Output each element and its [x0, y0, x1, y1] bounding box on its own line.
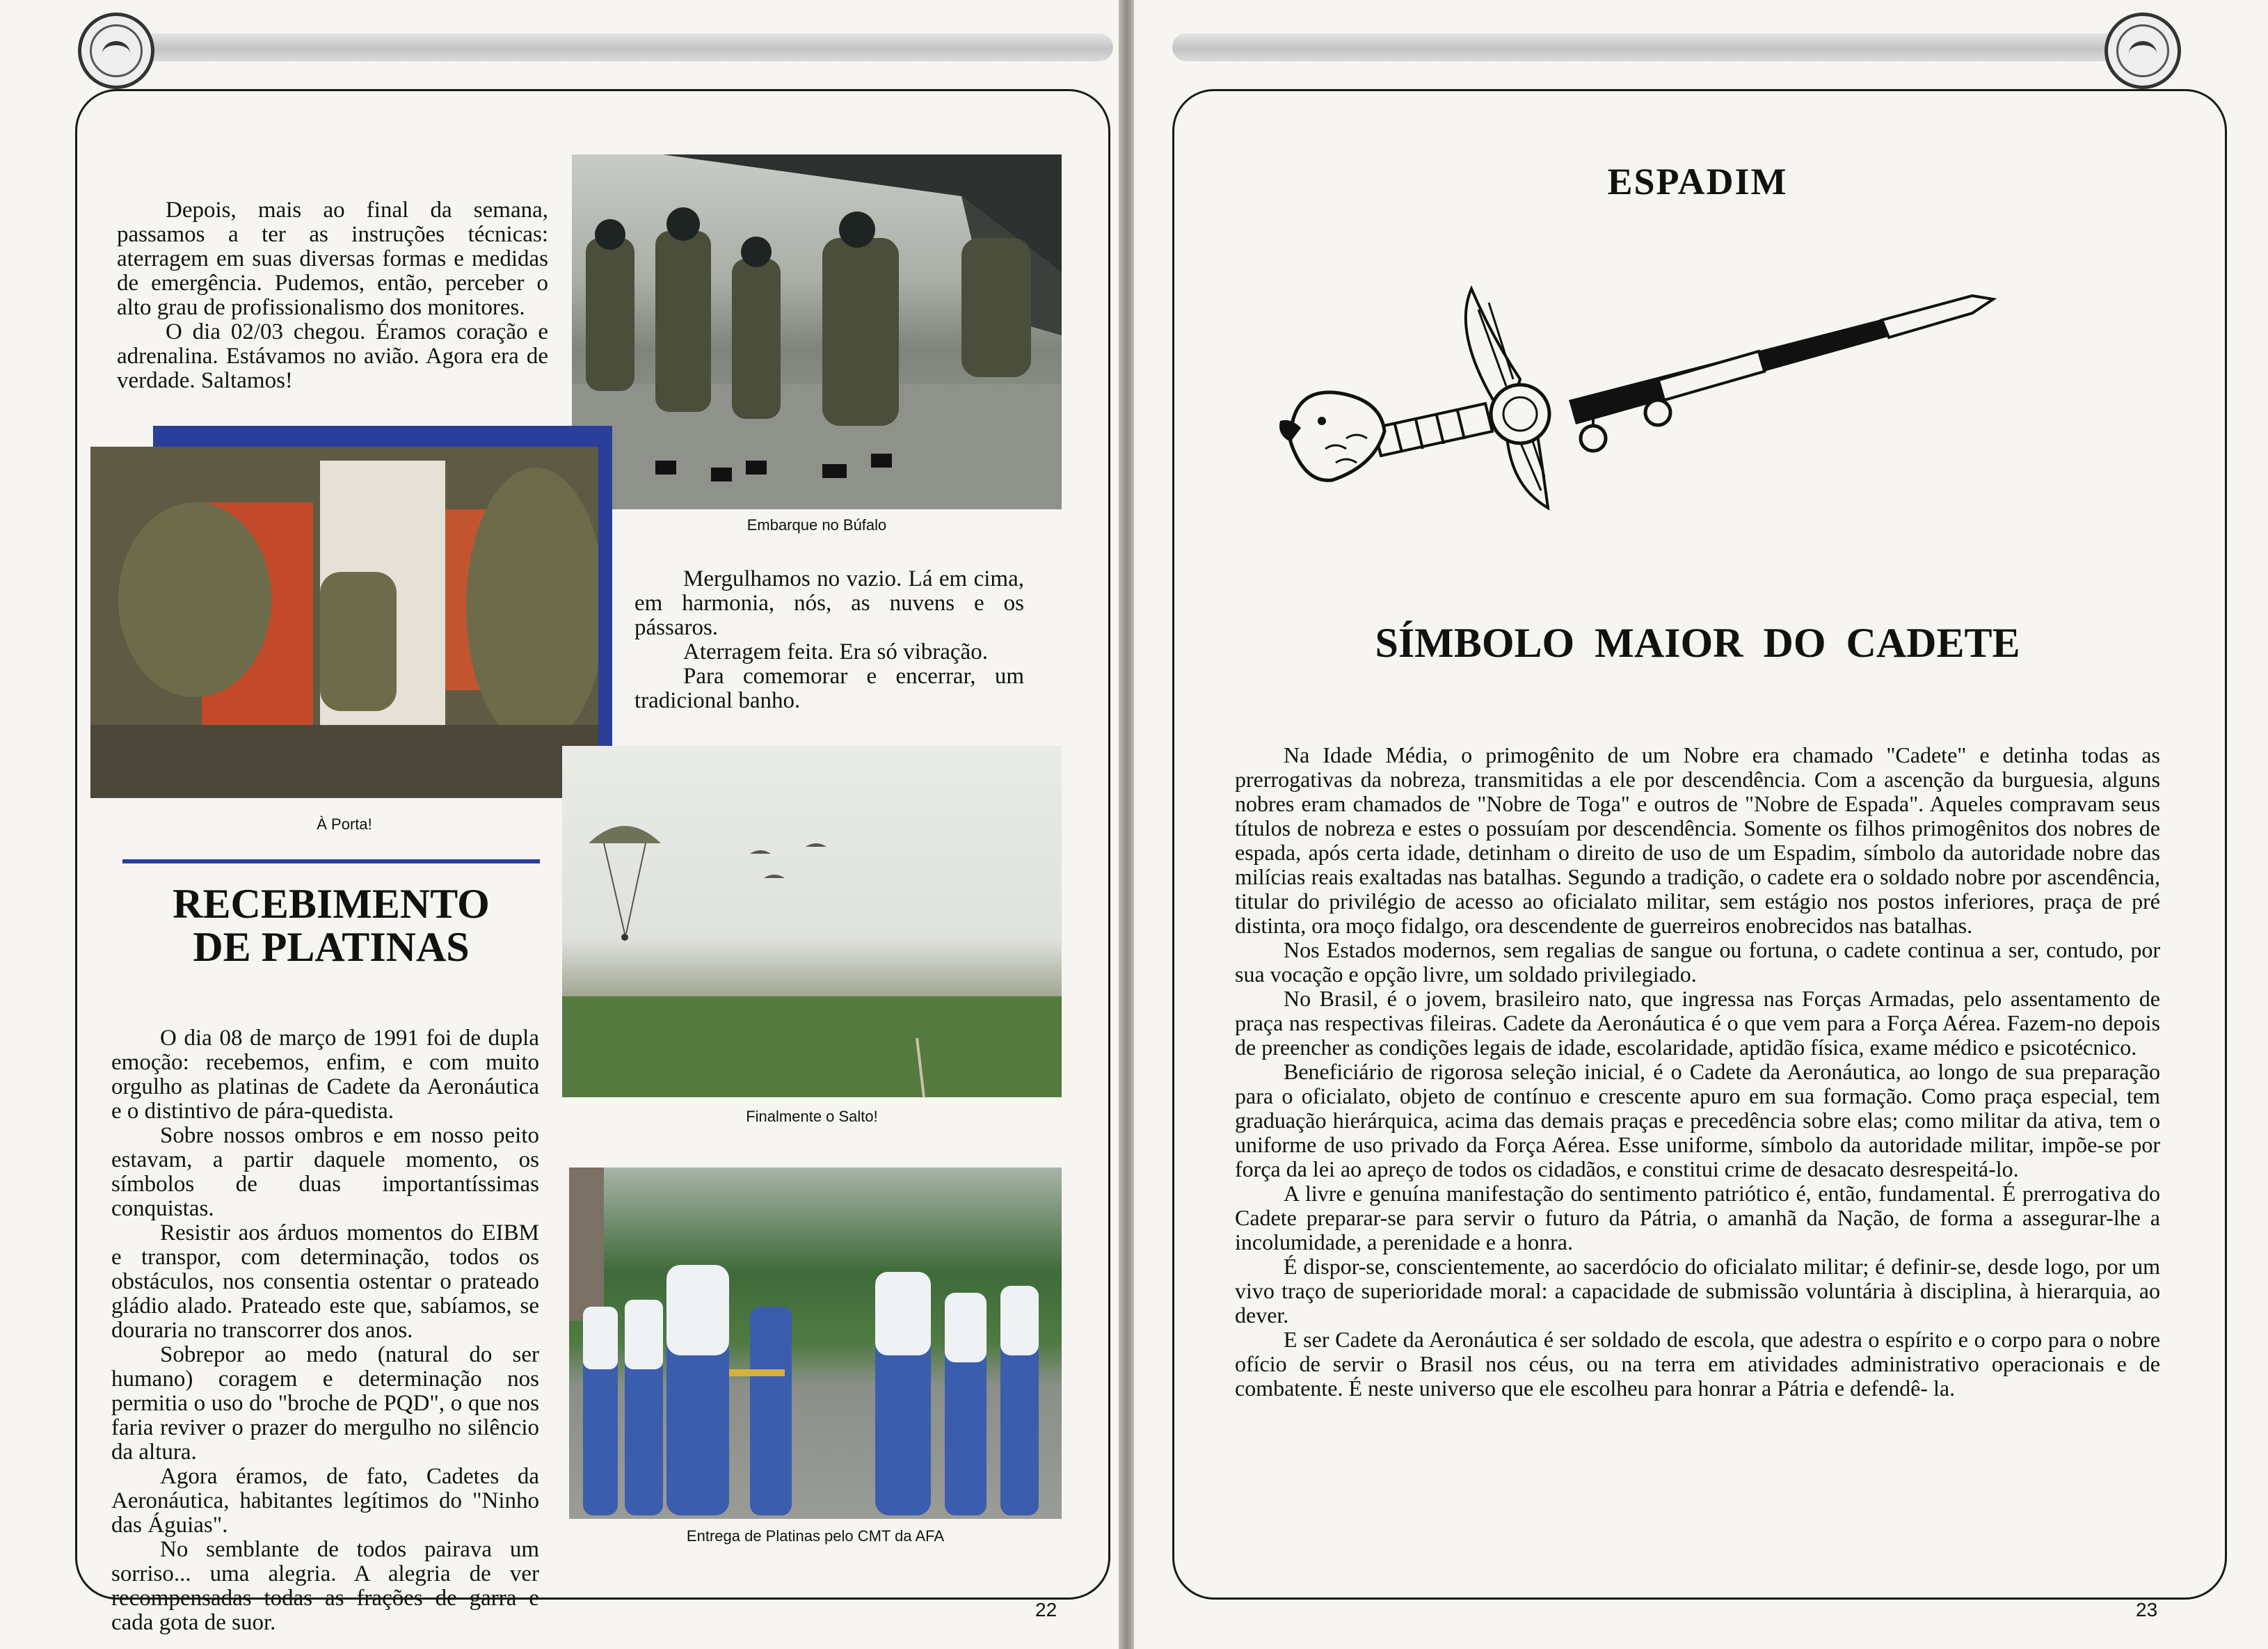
section-paragraph: Agora éramos, de fato, Cadetes da Aeronáutica, habitantes legítimos do "Ninho das Águias".	[111, 1464, 539, 1538]
section-paragraph: No semblante de todos pairava um sorriso... uma alegria. A alegria de ver recompensadas todas as frações de garra e cada gota de suor.	[111, 1537, 539, 1635]
photo-caption: Embarque no Búfalo	[746, 516, 887, 534]
article-paragraph: Nos Estados modernos, sem regalias de sangue ou fortuna, o cadete continua a ser, contudo, por sua vocação e opção livre, um soldado privilegiado.	[1235, 937, 2160, 987]
photo-caption: Finalmente o Salto!	[746, 1108, 878, 1125]
article-text	[1235, 743, 2160, 1401]
right-page	[1134, 0, 2268, 1649]
article-paragraph: No Brasil, é o jovem, brasileiro nato, que ingressa nas Forças Armadas, pelo assentamento de praça nas respectivas fileiras. Cadete da Aeronáutica é o que vem para a Força Aérea. Fazem-no depois de preencher as condições legais de idade, escolaridade, aptidão física, exame médico e psicotécnico.	[1235, 986, 2160, 1060]
section-paragraph: O dia 08 de março de 1991 foi de dupla emoção: recebemos, enfim, e com muito orgulho as platinas de Cadete da Aeronáutica e o distintivo de pára-quedista.	[111, 1026, 539, 1124]
article-paragraph: E ser Cadete da Aeronáutica é ser soldado de escola, que adestra o espírito e o corpo para o nobre ofício de servir o Brasil nos céus, ou na terra em atividades administrativo operacionais e de combatente. É neste universo que ele escolheu para honrar a Pátria e defendê- la.	[1235, 1327, 2160, 1401]
photo-caption: Entrega de Platinas pelo CMT da AFA	[686, 1527, 945, 1545]
photo-entrega	[569, 1168, 1062, 1519]
photo-porta	[90, 447, 598, 798]
photo-caption: À Porta!	[317, 815, 372, 833]
intro-text	[117, 198, 548, 393]
espadim-illustration	[1270, 282, 2000, 511]
jump-paragraph: Aterragem feita. Era só vibração.	[683, 639, 988, 664]
photo-salto	[562, 746, 1062, 1097]
page-subtitle: SÍMBOLO MAIOR DO CADETE	[1375, 620, 2020, 666]
section-paragraph: Sobre nossos ombros e em nosso peito estavam, a partir daquele momento, os símbolos de duas importantíssimas conquistas.	[111, 1123, 539, 1221]
afa-emblem-icon	[2105, 13, 2181, 89]
page-title: ESPADIM	[1607, 161, 1788, 202]
book-gutter	[1119, 0, 1135, 1649]
intro-paragraph: Depois, mais ao final da semana, passamos a ter as instruções técnicas: aterragem em suas diversas formas e medidas de emergência. Pudemos, então, perceber o alto grau de profissionalismo dos monitores.	[117, 198, 548, 320]
left-page	[0, 0, 1120, 1649]
section-rule	[122, 859, 540, 863]
section-title-line: DE PLATINAS	[193, 924, 470, 970]
article-paragraph: Beneficiário de rigorosa seleção inicial, é o Cadete da Aeronáutica, ao longo de sua preparação para o oficialato, objeto de contínuo e crescente apuro em sua formação. Como praça especial, tem graduação hierárquica, acima das demais praças e precedência sobre elas; como militar da ativa, tem o uniforme de uso privado da Força Aérea. Esse uniforme, símbolo da autoridade militar, impõe-se por força da lei ao apreço de todos os cidadãos, e constitui crime de desacato desrespeitá-lo.	[1235, 1059, 2160, 1181]
section-paragraph: Resistir aos árduos momentos do EIBM e transpor, com determinação, todos os obstáculos, nos consentia ostentar o prateado gládio alado. Prateado este que, sabíamos, se douraria no transcorrer dos anos.	[111, 1220, 539, 1343]
section-title	[122, 882, 540, 969]
afa-emblem-icon	[78, 13, 154, 89]
section-title-line: RECEBIMENTO	[173, 881, 490, 927]
article-paragraph: A livre e genuína manifestação do sentimento patriótico é, então, fundamental. É prerrogativa do Cadete preparar-se para servir o futuro da Pátria, o amanhã da Nação, de forma a assegurar-lhe a incolumidade, a perenidade e a honra.	[1235, 1181, 2160, 1254]
header-bar	[1172, 33, 2146, 61]
article-paragraph: É dispor-se, conscientemente, ao sacerdócio do oficialato militar; é definir-se, desde logo, por um vivo traço de superioridade moral: a capacidade de submissão voluntária à disciplina, à hierarquia, ao dever.	[1235, 1254, 2160, 1328]
section-paragraph: Sobrepor ao medo (natural do ser humano) coragem e determinação nos permitia o uso do "broche de PQD", o que nos faria reviver o prazer do mergulho no silêncio da altura.	[111, 1342, 539, 1465]
header-bar	[111, 33, 1113, 61]
article-paragraph: Na Idade Média, o primogênito de um Nobre era chamado "Cadete" e detinha todas as prerrogativas da nobreza, transmitidas a ele por descendência. Com a ascenção da burguesia, alguns nobres eram chamados de "Nobre de Toga" e outros de "Nobre de Espada". Aqueles compravam seus títulos de nobreza e estes o possuíam por descendência. Somente os filhos primogênitos dos nobres de espada, após certa idade, detinham o direito de uso de um Espadim, símbolo da autoridade nobre das milícias reais exaltadas nas batalhas. Segundo a tradição, o cadete era o soldado nobre por ascendência, titular do privilégio de acesso ao oficialato militar, sem estágio nos postos inferiores, praça de pré distinta, ora moço fidalgo, ora descendente de guerreiros enobrecidos nas batalhas.	[1235, 742, 2160, 938]
jump-text	[634, 567, 1024, 713]
section-text	[111, 1026, 539, 1635]
intro-paragraph: O dia 02/03 chegou. Éramos coração e adrenalina. Estávamos no avião. Agora era de verdade. Saltamos!	[117, 319, 548, 393]
page-number: 23	[2136, 1599, 2158, 1620]
photo-embarque	[572, 154, 1062, 509]
page-number: 22	[1035, 1599, 1057, 1620]
jump-paragraph: Mergulhamos no vazio. Lá em cima, em harmonia, nós, as nuvens e os pássaros.	[634, 566, 1024, 640]
jump-paragraph: Para comemorar e encerrar, um tradicional banho.	[634, 664, 1024, 713]
